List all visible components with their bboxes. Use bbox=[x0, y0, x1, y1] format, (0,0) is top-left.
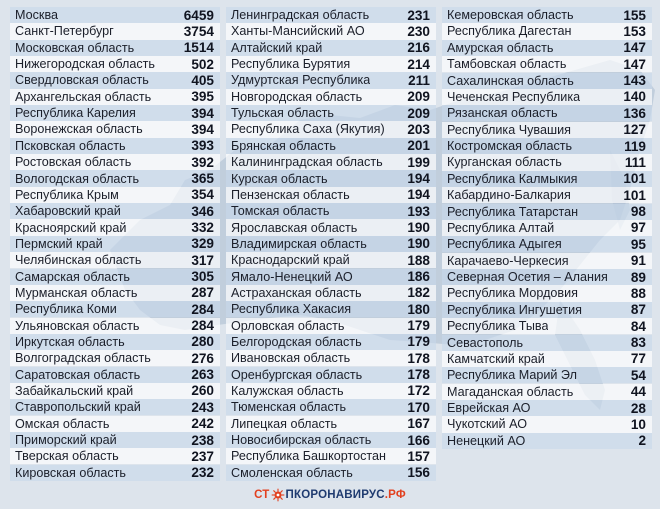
table-row bbox=[442, 236, 652, 252]
case-count: 180 bbox=[407, 301, 430, 317]
region-name: Саратовская область bbox=[15, 367, 141, 382]
table-row bbox=[226, 40, 436, 56]
table-row bbox=[10, 252, 220, 268]
table-row bbox=[442, 187, 652, 203]
region-name: Новгородская область bbox=[231, 89, 363, 104]
region-name: Брянская область bbox=[231, 138, 336, 153]
region-name: Волгоградская область bbox=[15, 351, 151, 366]
table-row bbox=[10, 448, 220, 464]
region-name: Республика Башкортостан bbox=[231, 449, 386, 464]
table-row bbox=[226, 236, 436, 252]
table-row bbox=[10, 269, 220, 285]
table-row bbox=[226, 23, 436, 39]
table-row bbox=[226, 138, 436, 154]
region-name: Архангельская область bbox=[15, 89, 152, 104]
region-name: Амурская область bbox=[447, 40, 554, 55]
case-count: 260 bbox=[191, 383, 214, 399]
case-count: 170 bbox=[407, 399, 430, 415]
table-row bbox=[10, 170, 220, 186]
footer bbox=[0, 484, 660, 506]
stopcoronavirus-logo[interactable] bbox=[254, 488, 406, 502]
case-count: 178 bbox=[407, 367, 430, 383]
case-count: 394 bbox=[191, 121, 214, 137]
table-row bbox=[226, 89, 436, 105]
table-row bbox=[226, 448, 436, 464]
table-row bbox=[10, 465, 220, 481]
region-name: Новосибирская область bbox=[231, 433, 372, 448]
region-name: Ставропольский край bbox=[15, 400, 141, 415]
case-count: 365 bbox=[191, 171, 214, 187]
table-row bbox=[10, 105, 220, 121]
case-count: 44 bbox=[630, 384, 646, 400]
region-name: Тюменская область bbox=[231, 400, 347, 415]
region-name: Хабаровский край bbox=[15, 204, 121, 219]
region-name: Республика Саха (Якутия) bbox=[231, 122, 385, 137]
case-count: 166 bbox=[407, 432, 430, 448]
table-row bbox=[10, 154, 220, 170]
case-count: 287 bbox=[191, 285, 214, 301]
case-count: 179 bbox=[407, 318, 430, 334]
case-count: 84 bbox=[630, 318, 646, 334]
region-name: Омская область bbox=[15, 416, 110, 431]
region-name: Астраханская область bbox=[231, 285, 362, 300]
region-name: Ханты-Мансийский АО bbox=[231, 24, 365, 39]
table-row bbox=[226, 105, 436, 121]
case-count: 143 bbox=[623, 73, 646, 89]
region-name: Забайкальский край bbox=[15, 383, 134, 398]
case-count: 243 bbox=[191, 399, 214, 415]
region-name: Краснодарский край bbox=[231, 253, 350, 268]
case-count: 83 bbox=[630, 335, 646, 351]
virus-icon bbox=[271, 488, 285, 502]
table-row bbox=[226, 285, 436, 301]
region-name: Ярославская область bbox=[231, 220, 358, 235]
region-name: Смоленская область bbox=[231, 465, 353, 480]
region-name: Москва bbox=[15, 8, 58, 23]
case-count: 199 bbox=[407, 154, 430, 170]
table-row bbox=[442, 56, 652, 72]
table-row bbox=[226, 7, 436, 23]
table-row bbox=[442, 89, 652, 105]
region-name: Челябинская область bbox=[15, 253, 142, 268]
case-count: 332 bbox=[191, 220, 214, 236]
region-name: Мурманская область bbox=[15, 285, 138, 300]
region-name: Ненецкий АО bbox=[447, 433, 526, 448]
region-name: Курская область bbox=[231, 171, 328, 186]
case-count: 119 bbox=[624, 138, 646, 154]
case-count: 77 bbox=[630, 351, 646, 367]
table-row bbox=[10, 383, 220, 399]
table-row bbox=[442, 367, 652, 383]
region-name: Калининградская область bbox=[231, 155, 383, 170]
case-count: 305 bbox=[191, 269, 214, 285]
case-count: 280 bbox=[191, 334, 214, 350]
region-name: Рязанская область bbox=[447, 106, 558, 121]
region-name: Самарская область bbox=[15, 269, 130, 284]
region-name: Республика Чувашия bbox=[447, 122, 571, 137]
region-name: Кировская область bbox=[15, 465, 126, 480]
table-row bbox=[10, 416, 220, 432]
case-count: 54 bbox=[630, 367, 646, 383]
case-count: 405 bbox=[191, 72, 214, 88]
case-count: 3754 bbox=[183, 23, 214, 39]
case-count: 10 bbox=[630, 416, 646, 432]
region-name: Севастополь bbox=[447, 335, 524, 350]
case-count: 211 bbox=[408, 72, 430, 88]
case-count: 111 bbox=[624, 154, 646, 170]
case-count: 101 bbox=[623, 187, 646, 203]
case-count: 395 bbox=[191, 89, 214, 105]
case-count: 329 bbox=[191, 236, 214, 252]
region-name: Орловская область bbox=[231, 318, 345, 333]
region-name: Воронежская область bbox=[15, 122, 143, 137]
table-row bbox=[442, 122, 652, 138]
region-name: Красноярский край bbox=[15, 220, 127, 235]
table-row bbox=[10, 301, 220, 317]
cases-table bbox=[10, 7, 652, 481]
logo-text-part3: .РФ bbox=[384, 489, 406, 501]
case-count: 147 bbox=[623, 40, 646, 56]
table-row bbox=[226, 154, 436, 170]
case-count: 87 bbox=[630, 302, 646, 318]
region-name: Иркутская область bbox=[15, 334, 125, 349]
table-row bbox=[226, 187, 436, 203]
region-name: Алтайский край bbox=[231, 40, 323, 55]
region-name: Ивановская область bbox=[231, 351, 351, 366]
table-row bbox=[226, 72, 436, 88]
region-name: Республика Калмыкия bbox=[447, 171, 578, 186]
table-row bbox=[442, 384, 652, 400]
table-row bbox=[10, 56, 220, 72]
case-count: 127 bbox=[623, 122, 646, 138]
case-count: 182 bbox=[407, 285, 430, 301]
case-count: 1514 bbox=[183, 40, 214, 56]
region-name: Костромская область bbox=[447, 139, 573, 154]
region-name: Ростовская область bbox=[15, 155, 132, 170]
region-name: Оренбургская область bbox=[231, 367, 363, 382]
table-row bbox=[10, 89, 220, 105]
table-row bbox=[442, 105, 652, 121]
case-count: 209 bbox=[407, 105, 430, 121]
table-row bbox=[226, 350, 436, 366]
case-count: 91 bbox=[630, 253, 646, 269]
region-name: Белгородская область bbox=[231, 334, 362, 349]
table-row bbox=[442, 171, 652, 187]
region-name: Томская область bbox=[231, 204, 330, 219]
region-name: Вологодская область bbox=[15, 171, 140, 186]
case-count: 89 bbox=[630, 269, 646, 285]
table-row bbox=[10, 399, 220, 415]
region-name: Республика Бурятия bbox=[231, 57, 351, 72]
table-row bbox=[442, 269, 652, 285]
table-row bbox=[442, 40, 652, 56]
case-count: 155 bbox=[623, 7, 646, 23]
region-name: Республика Тыва bbox=[447, 319, 549, 334]
region-name: Республика Коми bbox=[15, 302, 117, 317]
table-row bbox=[442, 23, 652, 39]
case-count: 167 bbox=[407, 416, 430, 432]
region-name: Удмуртская Республика bbox=[231, 73, 371, 88]
table-row bbox=[10, 236, 220, 252]
case-count: 201 bbox=[407, 138, 430, 154]
case-count: 203 bbox=[407, 121, 430, 137]
case-count: 263 bbox=[191, 367, 214, 383]
region-name: Магаданская область bbox=[447, 384, 574, 399]
table-row bbox=[226, 269, 436, 285]
table-row bbox=[442, 335, 652, 351]
region-name: Тамбовская область bbox=[447, 57, 567, 72]
table-row bbox=[226, 203, 436, 219]
case-count: 156 bbox=[407, 465, 430, 481]
region-name: Ленинградская область bbox=[231, 8, 370, 23]
table-row bbox=[442, 220, 652, 236]
case-count: 232 bbox=[191, 465, 214, 481]
case-count: 394 bbox=[191, 105, 214, 121]
table-row bbox=[226, 170, 436, 186]
region-name: Республика Мордовия bbox=[447, 286, 578, 301]
table-row bbox=[442, 318, 652, 334]
case-count: 178 bbox=[407, 350, 430, 366]
case-count: 98 bbox=[630, 204, 646, 220]
table-row bbox=[10, 7, 220, 23]
region-name: Сахалинская область bbox=[447, 73, 574, 88]
table-row bbox=[10, 219, 220, 235]
region-name: Камчатский край bbox=[447, 351, 545, 366]
case-count: 284 bbox=[191, 318, 214, 334]
case-count: 237 bbox=[191, 448, 214, 464]
table-row bbox=[442, 416, 652, 432]
table-row bbox=[226, 416, 436, 432]
case-count: 317 bbox=[191, 252, 214, 268]
table-column-2 bbox=[226, 7, 436, 481]
case-count: 354 bbox=[191, 187, 214, 203]
table-row bbox=[10, 23, 220, 39]
table-row bbox=[442, 302, 652, 318]
region-name: Пензенская область bbox=[231, 187, 350, 202]
case-count: 231 bbox=[407, 7, 430, 23]
region-name: Московская область bbox=[15, 40, 135, 55]
region-name: Республика Марий Эл bbox=[447, 368, 577, 383]
region-name: Республика Хакасия bbox=[231, 302, 352, 317]
table-row bbox=[442, 433, 652, 449]
case-count: 97 bbox=[630, 220, 646, 236]
region-name: Приморский край bbox=[15, 433, 117, 448]
case-count: 101 bbox=[623, 171, 646, 187]
table-row bbox=[226, 432, 436, 448]
table-row bbox=[226, 334, 436, 350]
case-count: 188 bbox=[407, 252, 430, 268]
region-name: Нижегородская область bbox=[15, 57, 155, 72]
case-count: 393 bbox=[191, 138, 214, 154]
table-row bbox=[442, 138, 652, 154]
case-count: 95 bbox=[630, 236, 646, 252]
table-row bbox=[10, 318, 220, 334]
table-row bbox=[226, 121, 436, 137]
case-count: 209 bbox=[407, 89, 430, 105]
table-row bbox=[442, 204, 652, 220]
table-row bbox=[226, 301, 436, 317]
case-count: 140 bbox=[623, 89, 646, 105]
case-count: 242 bbox=[191, 416, 214, 432]
table-row bbox=[226, 465, 436, 481]
table-row bbox=[10, 72, 220, 88]
case-count: 276 bbox=[191, 350, 214, 366]
case-count: 88 bbox=[630, 285, 646, 301]
region-name: Республика Алтай bbox=[447, 220, 555, 235]
case-count: 214 bbox=[407, 56, 430, 72]
case-count: 147 bbox=[623, 56, 646, 72]
table-row bbox=[442, 285, 652, 301]
region-name: Калужская область bbox=[231, 383, 344, 398]
region-name: Курганская область bbox=[447, 155, 562, 170]
region-name: Чукотский АО bbox=[447, 417, 527, 432]
table-row bbox=[226, 219, 436, 235]
case-count: 193 bbox=[407, 203, 430, 219]
region-name: Республика Татарстан bbox=[447, 204, 579, 219]
table-row bbox=[226, 399, 436, 415]
table-row bbox=[226, 56, 436, 72]
case-count: 238 bbox=[191, 432, 214, 448]
region-name: Республика Карелия bbox=[15, 106, 136, 121]
case-count: 392 bbox=[191, 154, 214, 170]
region-name: Псковская область bbox=[15, 138, 126, 153]
table-row bbox=[10, 285, 220, 301]
table-row bbox=[226, 383, 436, 399]
table-row bbox=[10, 334, 220, 350]
case-count: 194 bbox=[407, 187, 430, 203]
region-name: Ямало-Ненецкий АО bbox=[231, 269, 353, 284]
case-count: 346 bbox=[191, 203, 214, 219]
region-name: Северная Осетия – Алания bbox=[447, 270, 608, 285]
region-name: Санкт-Петербург bbox=[15, 24, 114, 39]
region-name: Тверская область bbox=[15, 449, 119, 464]
table-row bbox=[10, 350, 220, 366]
region-name: Свердловская область bbox=[15, 73, 149, 88]
case-count: 153 bbox=[623, 23, 646, 39]
case-count: 28 bbox=[630, 400, 646, 416]
table-row bbox=[226, 367, 436, 383]
table-column-3 bbox=[442, 7, 652, 481]
region-name: Кабардино-Балкария bbox=[447, 188, 571, 203]
case-count: 6459 bbox=[183, 7, 214, 23]
region-name: Ульяновская область bbox=[15, 318, 140, 333]
region-name: Пермский край bbox=[15, 236, 103, 251]
region-name: Республика Крым bbox=[15, 187, 119, 202]
case-count: 230 bbox=[407, 23, 430, 39]
case-count: 194 bbox=[407, 171, 430, 187]
region-name: Республика Ингушетия bbox=[447, 302, 582, 317]
region-name: Липецкая область bbox=[231, 416, 338, 431]
table-row bbox=[10, 367, 220, 383]
table-row bbox=[442, 73, 652, 89]
table-row bbox=[442, 154, 652, 170]
region-name: Кемеровская область bbox=[447, 8, 574, 23]
case-count: 216 bbox=[407, 40, 430, 56]
table-row bbox=[10, 40, 220, 56]
region-name: Республика Адыгея bbox=[447, 237, 562, 252]
logo-text-part2: ПКОРОНАВИРУС bbox=[285, 489, 385, 501]
table-row bbox=[10, 121, 220, 137]
region-name: Владимирская область bbox=[231, 236, 367, 251]
region-name: Тульская область bbox=[231, 106, 334, 121]
region-name: Чеченская Республика bbox=[447, 89, 581, 104]
case-count: 136 bbox=[623, 105, 646, 121]
logo-text-part1: СТ bbox=[254, 489, 270, 501]
region-name: Республика Дагестан bbox=[447, 24, 572, 39]
case-count: 190 bbox=[407, 220, 430, 236]
table-row bbox=[442, 351, 652, 367]
table-row bbox=[10, 138, 220, 154]
region-name: Еврейская АО bbox=[447, 401, 531, 416]
case-count: 502 bbox=[191, 56, 214, 72]
region-name: Карачаево-Черкесия bbox=[447, 253, 569, 268]
table-row bbox=[10, 203, 220, 219]
table-row bbox=[442, 7, 652, 23]
case-count: 284 bbox=[191, 301, 214, 317]
case-count: 190 bbox=[407, 236, 430, 252]
table-row bbox=[226, 318, 436, 334]
case-count: 179 bbox=[407, 334, 430, 350]
table-column-1 bbox=[10, 7, 220, 481]
table-row bbox=[10, 187, 220, 203]
case-count: 157 bbox=[407, 448, 430, 464]
case-count: 2 bbox=[638, 433, 646, 449]
case-count: 172 bbox=[407, 383, 430, 399]
table-row bbox=[442, 400, 652, 416]
table-row bbox=[226, 252, 436, 268]
table-row bbox=[10, 432, 220, 448]
case-count: 186 bbox=[407, 269, 430, 285]
table-row bbox=[442, 253, 652, 269]
